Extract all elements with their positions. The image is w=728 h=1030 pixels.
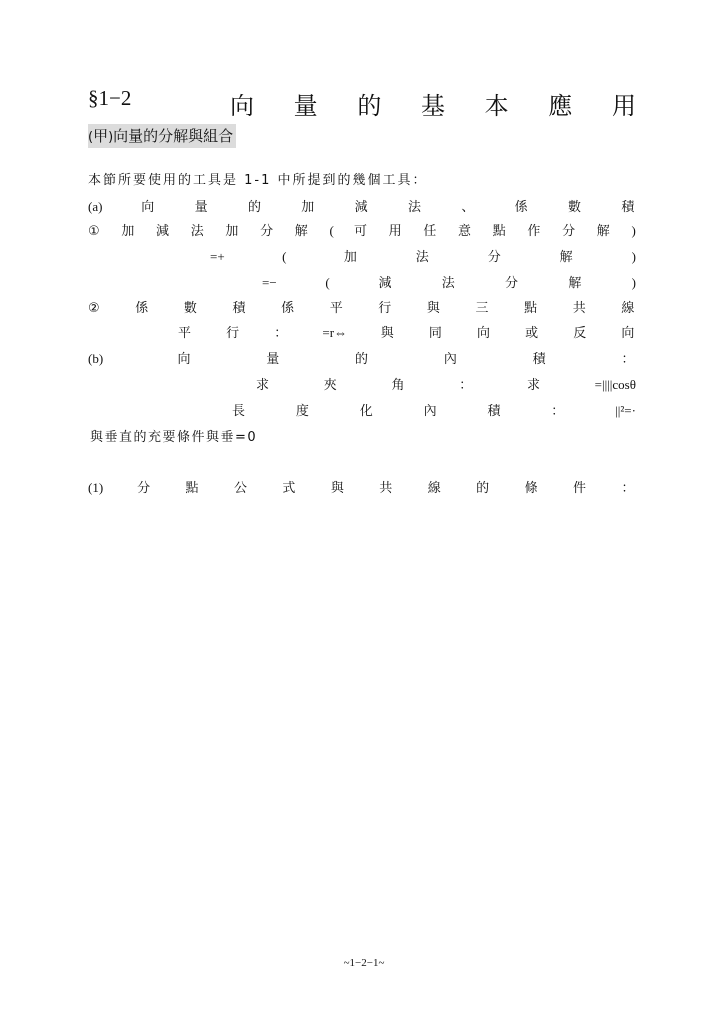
row-cell: 分 <box>260 224 275 239</box>
row-cell: 量 <box>266 352 281 367</box>
row-cell: 加 <box>301 200 316 215</box>
row-cell: (b) <box>88 351 104 366</box>
row-cell: 係 <box>281 301 296 316</box>
row-cell: 係 <box>135 301 150 316</box>
row-cell: 法 <box>441 276 457 291</box>
row-cell: 的 <box>476 481 491 496</box>
row-cell: 積 <box>487 404 502 419</box>
row-cell: ) <box>631 275 636 290</box>
row-item-1-heading <box>88 477 636 496</box>
title-char: 用 <box>611 92 636 120</box>
row-angle <box>256 374 636 393</box>
row-cell: 積 <box>232 301 247 316</box>
row-cell: 法 <box>407 200 423 215</box>
row-cell: 分 <box>137 481 152 496</box>
section-title <box>88 86 636 120</box>
row-cell: 解 <box>294 224 310 239</box>
row-cell: ： <box>551 404 566 419</box>
row-cell: 意 <box>458 224 473 239</box>
row-cell: 向 <box>477 326 492 341</box>
subheading-label: 甲 <box>93 127 109 145</box>
title-char: 向 <box>230 92 254 120</box>
row-cell: 數 <box>183 301 199 316</box>
row-cell: 行 <box>226 326 241 341</box>
row-cell: ① <box>88 224 102 239</box>
row-cell: 內 <box>423 404 439 419</box>
title-char: 基 <box>420 92 445 120</box>
row-cell: 內 <box>443 352 459 367</box>
row-cell: 點 <box>185 481 201 496</box>
row-cell: 求 <box>256 378 271 393</box>
row-subtraction <box>262 272 636 291</box>
row-cell: 三 <box>475 301 491 316</box>
row-length <box>232 400 636 419</box>
row-cell: 任 <box>423 224 438 239</box>
row-cell: 化 <box>359 404 375 419</box>
row-cell: 向 <box>177 352 192 367</box>
title-char: 量 <box>293 92 318 120</box>
row-cell: 平 <box>178 326 193 341</box>
row-cell: 向 <box>621 326 636 341</box>
row-cell: 減 <box>156 224 171 239</box>
row-cell: 或 <box>525 326 540 341</box>
row-cell: 線 <box>621 301 636 316</box>
row-cell: ||²=· <box>615 403 636 418</box>
subheading <box>88 124 236 148</box>
row-cell: 解 <box>568 276 583 291</box>
row-cell: 量 <box>194 200 210 215</box>
row-cell: 點 <box>492 224 508 239</box>
title-char: 本 <box>484 92 509 120</box>
row-cell: ： <box>459 378 474 393</box>
row-cell: 分 <box>487 250 503 265</box>
row-cell: 的 <box>355 352 370 367</box>
row-cell: ② <box>88 301 102 316</box>
row-cell: 式 <box>282 481 297 496</box>
row-cell: 共 <box>379 481 394 496</box>
row-cell: 與 <box>426 301 442 316</box>
row-cell: 公 <box>233 481 249 496</box>
row-cell: 加 <box>225 224 240 239</box>
row-item-2 <box>88 297 636 316</box>
row-cell: 反 <box>573 326 588 341</box>
row-cell: =+ <box>210 249 225 264</box>
row-addition <box>210 246 636 265</box>
row-cell: 行 <box>378 301 393 316</box>
row-cell: 用 <box>388 224 404 239</box>
row-cell: ( <box>282 249 287 264</box>
row-cell: 係 <box>514 200 530 215</box>
row-cell: 法 <box>190 224 206 239</box>
subheading-text: 向量的分解與組合 <box>113 127 234 145</box>
row-cell: ： <box>274 326 289 341</box>
row-cell: 條 <box>524 481 540 496</box>
row-cell: 同 <box>428 326 444 341</box>
row-cell: ： <box>621 352 636 367</box>
subheading-bracket-close: ) <box>108 130 114 145</box>
row-cell: 共 <box>572 301 588 316</box>
title-characters <box>230 86 636 121</box>
title-char: 的 <box>357 92 382 120</box>
row-cell: 積 <box>621 200 636 215</box>
row-cell: 線 <box>427 481 443 496</box>
row-cell: 數 <box>568 200 583 215</box>
title-char: 應 <box>548 92 573 120</box>
row-cell: 法 <box>415 250 431 265</box>
row-b <box>88 348 636 367</box>
row-cell: 求 <box>526 378 542 393</box>
row-cell: 件 <box>573 481 588 496</box>
row-cell: 夾 <box>323 378 339 393</box>
page-footer: ~1−2−1~ <box>343 957 385 969</box>
row-cell: 解 <box>596 224 612 239</box>
row-cell: 積 <box>532 352 548 367</box>
row-cell: 加 <box>343 250 359 265</box>
row-cell: 可 <box>353 224 369 239</box>
row-parallel <box>178 322 636 341</box>
row-cell: 分 <box>505 276 520 291</box>
section-number: §1−2 <box>88 86 132 110</box>
row-cell: 減 <box>354 200 370 215</box>
row-cell: 加 <box>121 224 136 239</box>
row-cell: (a) <box>88 199 103 214</box>
row-a <box>88 196 636 215</box>
row-cell: 分 <box>562 224 577 239</box>
row-cell: 減 <box>378 276 394 291</box>
row-cell: 解 <box>559 250 575 265</box>
row-cell: ( <box>329 223 334 238</box>
row-cell: 的 <box>247 200 263 215</box>
row-cell: 度 <box>295 404 311 419</box>
row-cell: 與 <box>330 481 346 496</box>
row-cell: ) <box>631 249 636 264</box>
row-cell: 角 <box>391 378 406 393</box>
row-cell: =− <box>262 275 277 290</box>
perpendicular-condition: 與垂直的充要條件與垂=0 <box>90 430 258 445</box>
row-cell: 平 <box>329 301 345 316</box>
row-cell: 與 <box>380 326 396 341</box>
row-cell: ( <box>325 275 330 290</box>
row-cell: =||||cosθ <box>594 377 636 392</box>
row-cell: 作 <box>527 224 542 239</box>
row-cell: 、 <box>461 200 476 215</box>
intro-text: 本節所要使用的工具是 1-1 中所提到的幾個工具： <box>88 173 428 188</box>
row-item-1 <box>88 220 636 239</box>
row-cell: 向 <box>141 200 156 215</box>
row-cell: ) <box>631 223 636 238</box>
row-cell: 點 <box>524 301 539 316</box>
row-cell: ： <box>621 481 636 496</box>
row-cell: =r⇔ <box>322 325 348 340</box>
row-cell: (1) <box>88 480 104 495</box>
row-cell: 長 <box>232 404 247 419</box>
subheading-bracket-open: ( <box>88 130 94 145</box>
